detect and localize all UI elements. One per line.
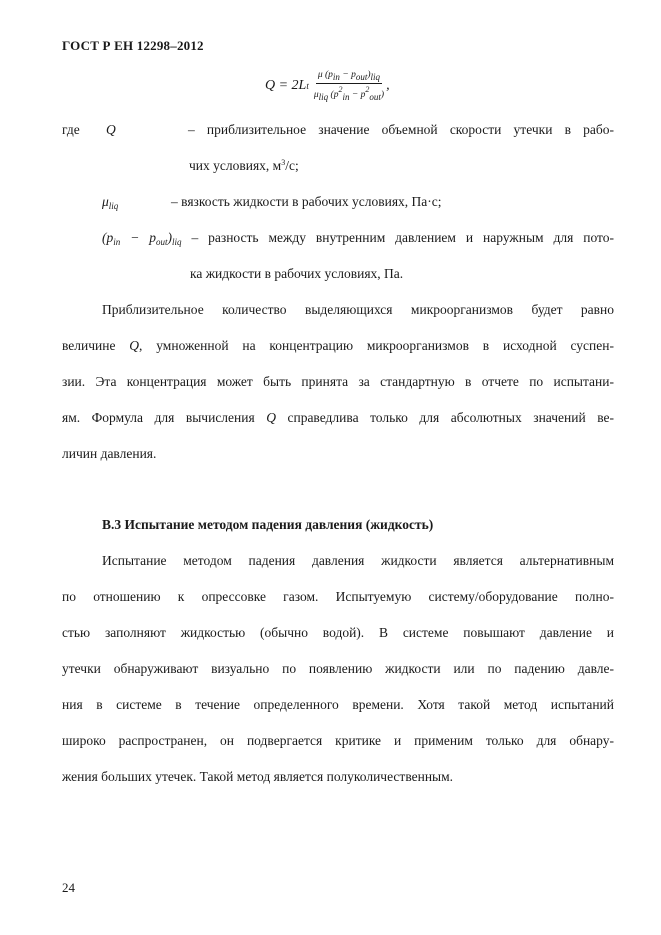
q-definition-line2 [189, 158, 299, 174]
mu-sub: liq [108, 201, 119, 211]
page-number: 24 [62, 880, 75, 895]
dp-minus: − p [120, 230, 156, 245]
p1l4-a: ям. Формула для вычисления [62, 410, 267, 425]
den-mu: μ [313, 90, 319, 100]
paragraph2-line2: по отношению к опрессовке газом. Испытуемую систему/оборудование полно- [62, 589, 614, 604]
dp-sub-liq: liq [172, 237, 182, 247]
num-sub-liq: liq [370, 72, 381, 82]
document-header: ГОСТ Р ЕН 12298–2012 [62, 38, 204, 53]
dp-open: (p [102, 230, 114, 245]
paragraph2-line3: стью заполняют жидкостью (обычно водой). В системе повышают давление и [62, 625, 614, 640]
q-definition-line1: – приблизительное значение объемной скорости утечки в рабо- [188, 122, 614, 137]
mu-symbol [102, 194, 118, 211]
den-open: (p [328, 90, 339, 100]
num-part: μ (p [317, 70, 333, 80]
den-sub-in: in [342, 92, 350, 102]
paragraph2-line7: жения больших утечек. Такой метод является полуколичественным. [62, 769, 454, 784]
dp-symbol [102, 230, 182, 245]
p1l4-q: Q [266, 410, 276, 425]
formula-fraction [312, 70, 386, 102]
paragraph1-line5: личин давления. [62, 446, 157, 461]
num-close: ) [367, 70, 371, 80]
p1l2-q: Q [129, 338, 140, 353]
q-symbol: Q [106, 122, 116, 137]
paragraph1-line2 [62, 338, 614, 354]
q-line2-sup: 3 [281, 158, 286, 167]
q-line2-unit: /с; [285, 158, 299, 173]
paragraph1-line4 [62, 410, 614, 426]
leakage-formula [265, 66, 390, 106]
den-minus: − p [349, 90, 366, 100]
formula-trail: , [386, 78, 390, 93]
section-heading: В.3 Испытание методом падения давления (жидкость) [102, 517, 434, 532]
dp-sub-out: out [155, 237, 168, 247]
num-sub-out: out [355, 72, 368, 82]
dp-definition-line2: ка жидкости в рабочих условиях, Па. [190, 266, 404, 281]
p1l4-b: справедлива только для абсолютных значений ве- [275, 410, 614, 425]
den-sq1: 2 [338, 85, 343, 94]
dp-definition-line1 [102, 230, 614, 247]
formula-lhs: Q = 2L [265, 78, 307, 93]
dp-close: ) [167, 230, 172, 245]
formula-denominator [312, 84, 386, 102]
paragraph1-line1: Приблизительное количество выделяющихся микроорганизмов будет равно [102, 302, 614, 317]
den-sub-out: out [369, 92, 381, 102]
q-line2-text: чих условиях, м [189, 158, 282, 173]
formula-lhs-sub: t [306, 81, 309, 91]
dp-sub-in: in [113, 237, 121, 247]
num-mid: − p [339, 70, 356, 80]
mu-letter: μ [102, 194, 109, 209]
paragraph2-line5: ния в системе в течение определенного времени. Хотя такой метод испытаний [62, 697, 614, 712]
paragraph2-line4: утечки обнаруживают визуально по появлению жидкости или по падению давле- [62, 661, 614, 676]
paragraph1-line3: зии. Эта концентрация может быть принята за стандартную в отчете по испытани- [62, 374, 614, 389]
paragraph2-line6: широко распространен, он подвергается критике и применим только для обнару- [62, 733, 614, 748]
formula-numerator [316, 70, 382, 84]
num-sub-in: in [332, 72, 340, 82]
den-sq2: 2 [365, 85, 370, 94]
paragraph2-line1: Испытание методом падения давления жидкости является альтернативным [102, 553, 614, 568]
where-label: где [62, 122, 80, 137]
den-sub-liq: liq [318, 92, 329, 102]
dp-text: – разность между внутренним давлением и наружным для пото- [181, 230, 614, 245]
den-close: ) [380, 90, 385, 100]
mu-definition: – вязкость жидкости в рабочих условиях, Па·с; [171, 194, 442, 209]
p1l2-a: величине [62, 338, 130, 353]
p1l2-b: , умноженной на концентрацию микроорганизмов в исходной суспен- [139, 338, 614, 353]
